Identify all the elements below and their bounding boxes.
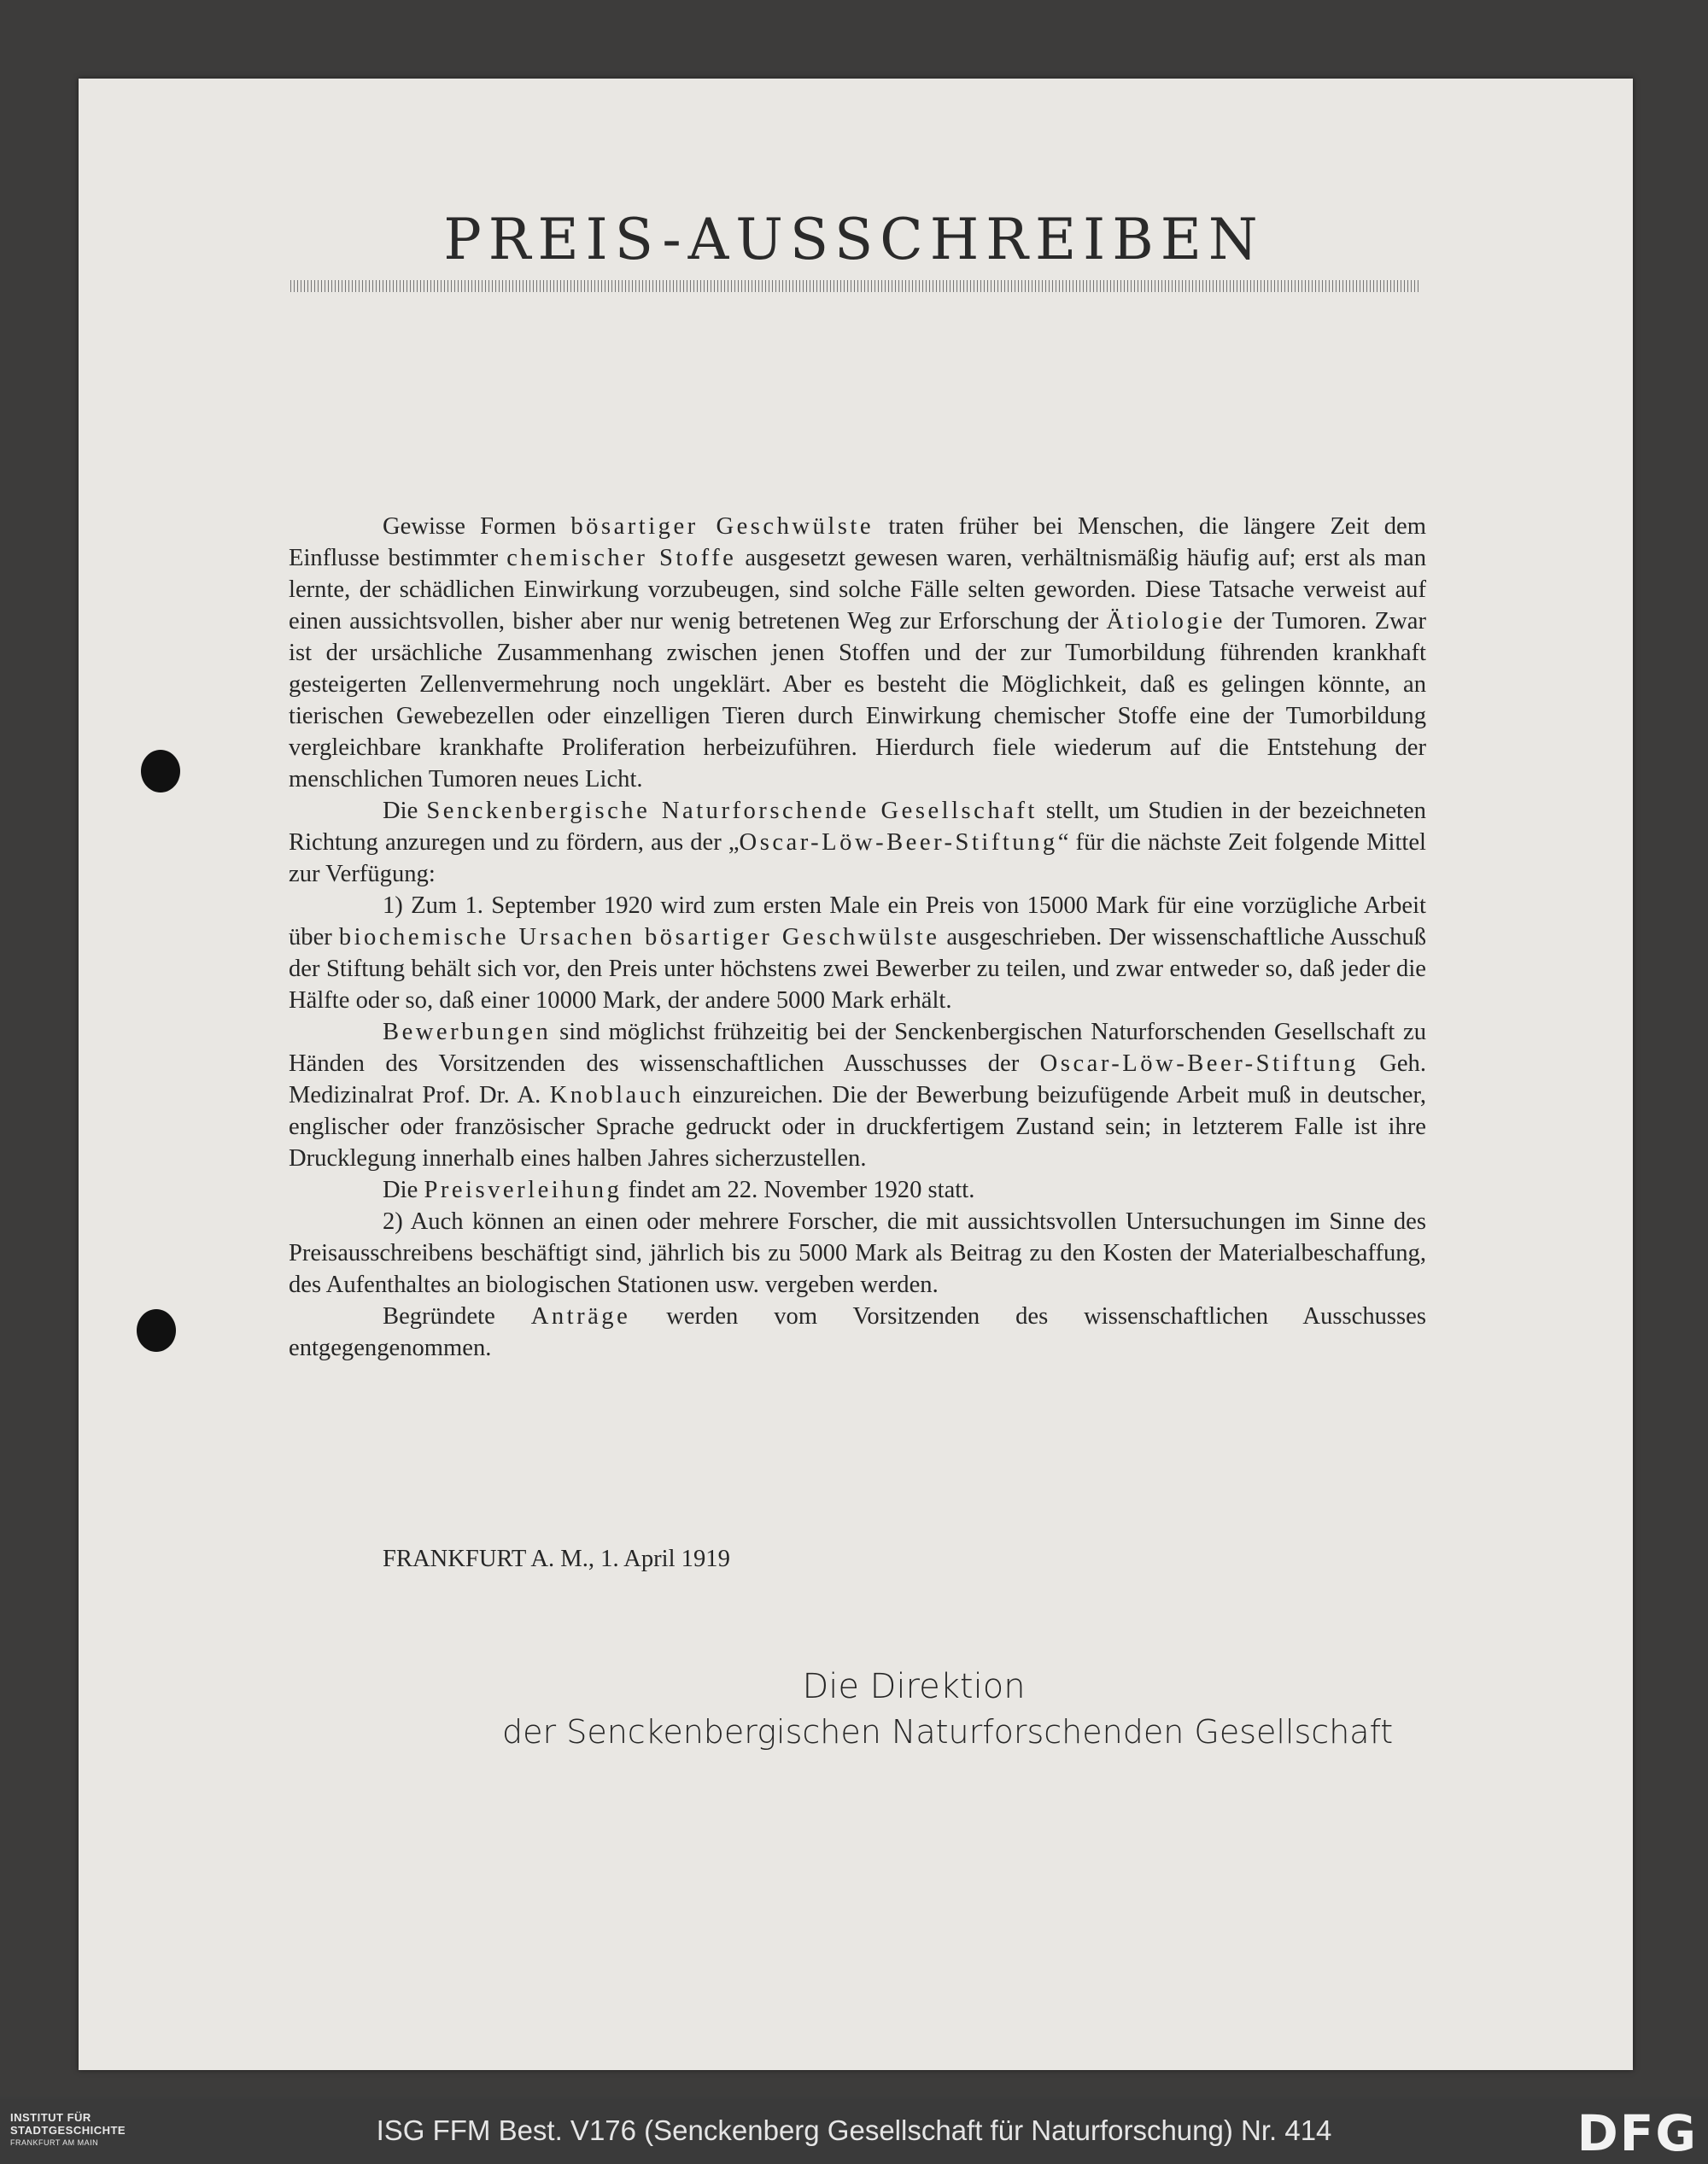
text-segment: “ für die nächste Zeit folgende Mittel zur Verfügung: <box>289 829 1426 887</box>
text-segment: stellt, um Studien in der bezeichneten Richtung anzuregen und zu fördern, aus der „ <box>289 798 1426 856</box>
emphasized-text: Senckenbergische Naturforschende Gesellschaft <box>426 798 1038 824</box>
body-paragraph <box>289 1016 1426 1174</box>
text-segment: Begründete <box>383 1303 531 1330</box>
body-paragraph <box>289 795 1426 890</box>
emphasized-text: Bewerbungen <box>383 1019 552 1045</box>
text-segment: traten früher bei Menschen, die längere Zeit dem Einflusse bestimmter <box>289 513 1426 571</box>
text-segment: der Tumoren. Zwar ist der ursächliche Zusammenhang zwischen jenen Stoffen und der zur Tumorbildung führenden krankhaft gesteigerten Zellenvermehrung noch ungeklärt. Aber es besteht die Möglichkeit, daß es gelingen könnte, an tierischen Gewebezellen oder einzelligen Tieren durch Einwirkung chemischer Stoffe eine der Tumorbildung vergleichbare krankhafte Proliferation herbeizuführen. Hierdurch fiele wiederum auf die Entstehung der menschlichen Tumoren neues Licht. <box>289 608 1426 792</box>
signature-line-2: der Senckenbergischen Naturforschenden Gesellschaft <box>502 1713 1394 1751</box>
institute-logo-line: STADTGESCHICHTE <box>10 2124 126 2137</box>
emphasized-text: Knoblauch <box>549 1082 684 1108</box>
body-paragraph <box>289 890 1426 1016</box>
place-date: FRANKFURT A. M., 1. April 1919 <box>383 1546 730 1572</box>
text-segment: findet am 22. November 1920 statt. <box>622 1177 975 1203</box>
text-segment: Gewisse Formen <box>383 513 571 540</box>
emphasized-text: bösartiger Geschwülste <box>570 513 874 540</box>
text-segment: 2) Auch können an einen oder mehrere Forscher, die mit aussichtsvollen Untersuchungen im Sinne des Preisausschreibens beschäftigt sind, jährlich bis zu 5000 Mark als Beitrag zu den Kosten der Materialbeschaffung, des Aufenthaltes an biologischen Stationen usw. vergeben werden. <box>289 1208 1426 1298</box>
archive-caption: ISG FFM Best. V176 (Senckenberg Gesellschaft für Naturforschung) Nr. 414 <box>376 2114 1332 2146</box>
punch-hole <box>141 750 180 792</box>
punch-hole <box>137 1309 176 1352</box>
emphasized-text: Oscar-Löw-Beer-Stiftung <box>739 829 1058 856</box>
body-paragraph <box>289 1174 1426 1206</box>
text-segment: werden vom Vorsitzenden des wissenschaftlichen Ausschusses entgegengenommen. <box>289 1303 1426 1361</box>
text-segment: 1) Zum 1. September 1920 wird zum ersten Male ein Preis von 15000 Mark für eine vorzügliche Arbeit über <box>289 892 1426 950</box>
archive-footer <box>0 2099 1708 2164</box>
emphasized-text: Oscar-Löw-Beer-Stiftung <box>1039 1050 1359 1077</box>
text-segment: ausgeschrieben. Der wissenschaftliche Ausschuß der Stiftung behält sich vor, den Preis unter höchstens zwei Bewerber zu teilen, und zwar entweder so, daß jeder die Hälfte oder so, daß einer 10000 Mark, der andere 5000 Mark erhält. <box>289 924 1426 1014</box>
emphasized-text: Ätiologie <box>1106 608 1225 635</box>
text-segment: Die <box>383 1177 424 1203</box>
emphasized-text: chemischer Stoffe <box>506 545 737 571</box>
institute-logo-line: INSTITUT FÜR <box>10 2111 91 2124</box>
title-rule <box>290 280 1419 292</box>
text-segment: Geh. Medizinalrat Prof. Dr. A. <box>289 1050 1426 1108</box>
text-segment: ausgesetzt gewesen waren, verhältnismäßig häufig auf; erst als man lernte, der schädlichen Einwirkung vorzubeugen, sind solche Fälle selten geworden. Diese Tatsache verweist auf einen aussichtsvollen, bisher aber nur wenig betretenen Weg zur Erforschung der <box>289 545 1426 635</box>
document-title: PREIS-AUSSCHREIBEN <box>443 207 1265 272</box>
body-paragraph <box>289 511 1426 795</box>
body-paragraph <box>289 1206 1426 1301</box>
text-segment: einzureichen. Die der Bewerbung beizufügende Arbeit muß in deutscher, englischer oder französischer Sprache gedruckt oder in druckfertigem Zustand sein; in letzterem Falle ist ihre Drucklegung innerhalb eines halben Jahres sicherzustellen. <box>289 1082 1426 1172</box>
dfg-logo: DFG <box>1576 2104 1698 2162</box>
emphasized-text: Anträge <box>530 1303 631 1330</box>
body-paragraph <box>289 1301 1426 1364</box>
institute-logo-subline: FRANKFURT AM MAIN <box>10 2138 99 2147</box>
emphasized-text: Preisverleihung <box>424 1177 623 1203</box>
emphasized-text: biochemische Ursachen bösartiger Geschwülste <box>338 924 940 950</box>
signature-line-1: Die Direktion <box>802 1667 1026 1706</box>
text-segment: sind möglichst frühzeitig bei der Senckenbergischen Naturforschenden Gesellschaft zu Händen des Vorsitzenden des wissenschaftlichen Ausschusses der <box>289 1019 1426 1077</box>
document-body <box>289 511 1426 1364</box>
text-segment: Die <box>383 798 427 824</box>
